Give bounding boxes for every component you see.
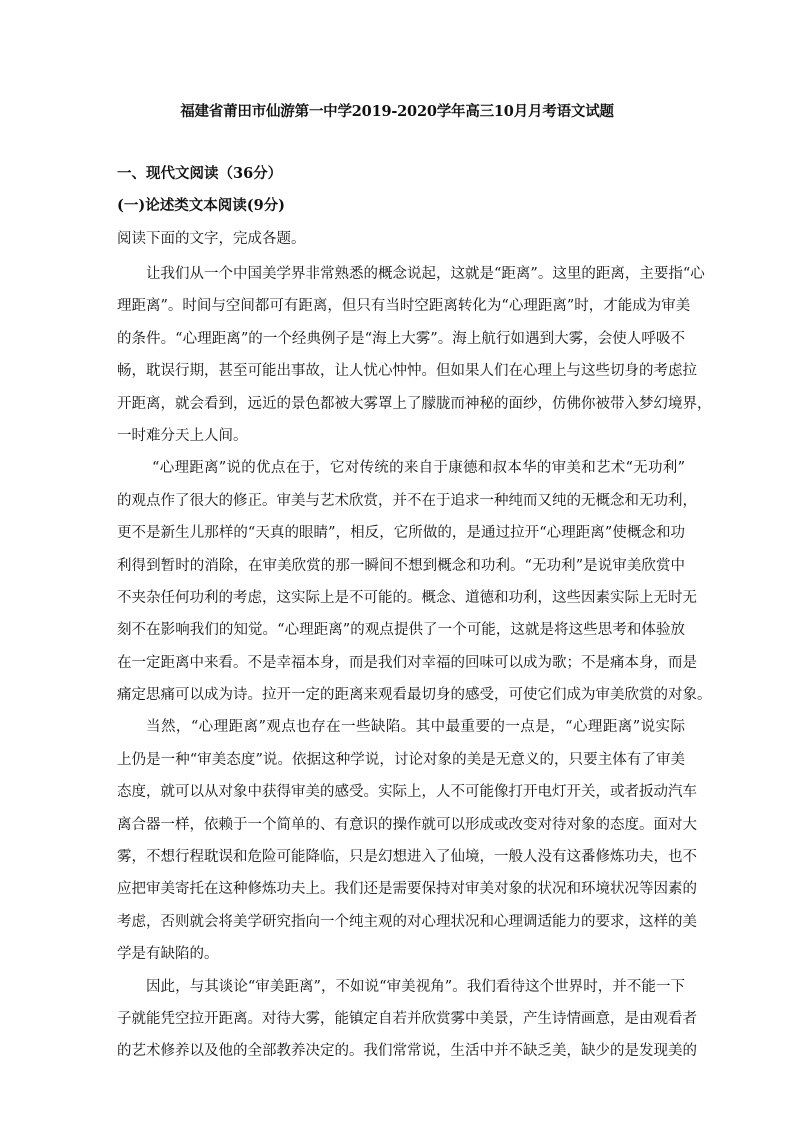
paragraph-line: 因此，与其谈论“审美距离”，不如说“审美视角”。我们看待这个世界时，并不能一下 [146, 978, 685, 995]
paragraph-line: 上仍是一种“审美态度”说。依据这种学说，讨论对象的美是无意义的，只要主体有了审美 [117, 751, 685, 768]
paragraph-line: 痛定思痛可以成为诗。拉开一定的距离来观看最切身的感受，可使它们成为审美欣赏的对象。 [117, 687, 712, 704]
document-title: 福建省莆田市仙游第一中学2019-2020学年高三10月月考语文试题 [180, 103, 614, 120]
paragraph-line: 利得到暂时的消除，在审美欣赏的那一瞬间不想到概念和功利。“无功利”是说审美欣赏中 [117, 557, 685, 574]
paragraph-line: 当然，“心理距离”观点也存在一些缺陷。其中最重要的一点是，“心理距离”说实际 [146, 719, 685, 736]
passage-body [117, 258, 712, 1068]
paragraph-line: 畅，耽误行期，甚至可能出事故，让人忧心忡忡。但如果人们在心理上与这些切身的考虑拉 [117, 363, 697, 380]
paragraph-line: 离合器一样，依赖于一个简单的、有意识的操作就可以形成或改变对待对象的态度。面对大 [117, 816, 697, 833]
passage-paragraph-1 [117, 258, 712, 452]
paragraph-line: 让我们从一个中国美学界非常熟悉的概念说起，这就是“距离”。这里的距离，主要指“心 [146, 266, 705, 282]
paragraph-line: 一时难分天上人间。 [117, 427, 248, 444]
passage-paragraph-2 [117, 452, 712, 711]
paragraph-line: 态度，就可以从对象中获得审美的感受。实际上，人不可能像打开电灯开关，或者扳动汽车 [117, 784, 697, 801]
paragraph-line: 学是有缺陷的。 [117, 946, 219, 963]
paragraph-line: 的观点作了很大的修正。审美与艺术欣赏，并不在于追求一种纯而又纯的无概念和无功利， [117, 492, 697, 509]
paragraph-line: “心理距离”说的优点在于，它对传统的来自于康德和叔本华的审美和艺术“无功利” [152, 460, 685, 477]
reading-instruction: 阅读下面的文字，完成各题。 [117, 231, 306, 247]
paragraph-line: 考虑，否则就会将美学研究指向一个纯主观的对心理状况和心理调适能力的要求，这样的美 [117, 913, 697, 930]
paragraph-line: 雾，不想行程耽误和危险可能降临，只是幻想进入了仙境，一般人没有这番修炼功夫，也不 [117, 849, 697, 866]
paragraph-line: 更不是新生儿那样的“天真的眼睛”，相反，它所做的，是通过拉开“心理距离”使概念和功 [117, 525, 685, 542]
passage-paragraph-4 [117, 971, 697, 1068]
section-heading-modern-reading: 一、现代文阅读（36分） [117, 165, 283, 182]
passage-paragraph-3 [117, 711, 697, 970]
paragraph-line: 理距离”。时间与空间都可有距离，但只有当时空距离转化为“心理距离”时，才能成为审美 [117, 298, 691, 315]
paragraph-line: 不夹杂任何功利的考虑，这实际上是不可能的。概念、道德和功利，这些因素实际上无时无 [117, 589, 697, 606]
paragraph-line: 子就能凭空拉开距离。对待大雾，能镇定自若并欣赏雾中美景，产生诗情画意，是由观看者 [117, 1010, 697, 1027]
section-heading-argumentative-reading: (一)论述类文本阅读(9分) [117, 197, 286, 214]
paragraph-line: 的艺术修养以及他的全部教养决定的。我们常常说，生活中并不缺乏美，缺少的是发现美的 [117, 1043, 697, 1060]
paragraph-line: 的条件。“心理距离”的一个经典例子是“海上大雾”。海上航行如遇到大雾，会使人呼吸不 [117, 330, 685, 347]
paragraph-line: 刻不在影响我们的知觉。“心理距离”的观点提供了一个可能，这就是将这些思考和体验放 [117, 622, 685, 639]
paragraph-line: 开距离，就会看到，远近的景色都被大雾罩上了朦胧而神秘的面纱，仿佛你被带入梦幻境界， [117, 395, 712, 412]
paragraph-line: 在一定距离中来看。不是幸福本身，而是我们对幸福的回味可以成为歌；不是痛本身，而是 [117, 654, 697, 671]
paragraph-line: 应把审美寄托在这种修炼功夫上。我们还是需要保持对审美对象的状况和环境状况等因素的 [117, 881, 697, 898]
